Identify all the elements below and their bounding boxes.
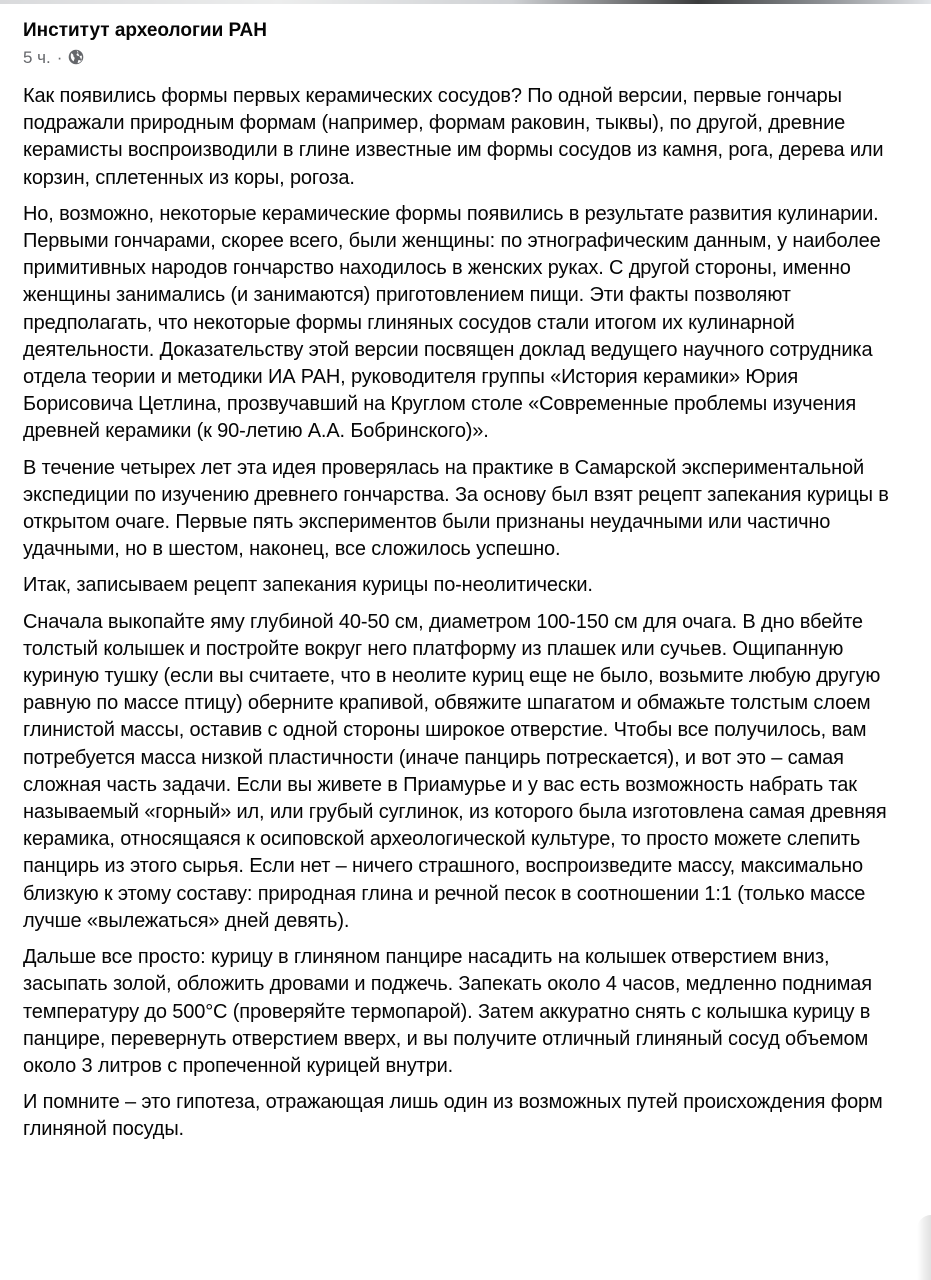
post-paragraph-5: Сначала выкопайте яму глубиной 40-50 см, диаметром 100-150 см для очага. В дно вбейте толстый колышек и постройте вокруг него платформу из плашек или сучьев. Ощипанную куриную тушку (если вы считаете, что в неолите куриц еще не было, возьмите любую другую равную по массе птицу) оберните крапивой, обвяжите шпагатом и обмажьте толстым слоем глинистой массы, оставив с одной стороны широкое отверстие. Чтобы все получилось, вам потребуется масса низкой пластичности (иначе панцирь потрескается), и вот это – самая сложная часть задачи. Если вы живете в Приамурье и у вас есть возможность набрать так называемый «горный» ил, или грубый суглинок, из которого была изготовлена самая древняя керамика, относящаяся к осиповской археологической культуре, то просто можете слепить панцирь из этого сырья. Если нет – ничего страшного, воспроизведите массу, максимально близкую к этому составу: природная глина и речной песок в соотношении 1:1 (только массе лучше «вылежаться» дней девять). bbox=[23, 610, 887, 932]
post-paragraph-2: Но, возможно, некоторые керамические формы появились в результате развития кулинарии. Первыми гончарами, скорее всего, были женщины: по этнографическим данным, у наиболее примитивных народов гончарство находилось в женских руках. С другой стороны, именно женщины занимались (и занимаются) приготовлением пищи. Эти факты позволяют предполагать, что некоторые формы глиняных сосудов стали итогом их кулинарной деятельности. Доказательству этой версии посвящен доклад ведущего научного сотрудника отдела теории и методики ИА РАН, руководителя группы «История керамики» Юрия Борисовича Цетлина, прозвучавший на Круглом столе «Современные проблемы изучения древней керамики (к 90-летию А.А. Бобринского)». bbox=[23, 202, 881, 443]
post-paragraph-6: Дальше все просто: курицу в глиняном панцире насадить на колышек отверстием вниз, засыпать золой, обложить дровами и поджечь. Запекать около 4 часов, медленно поднимая температуру до 500°С (проверяйте термопарой). Затем аккуратно снять с колышка курицу в панцире, перевернуть отверстием вверх, и вы получите отличный глиняный сосуд объемом около 3 литров с пропеченной курицей внутри. bbox=[23, 946, 872, 1077]
post-paragraph-3: В течение четырех лет эта идея проверялась на практике в Самарской экспериментальной экспедиции по изучению древнего гончарства. За основу был взят рецепт запекания курицы в открытом очаге. Первые пять экспериментов были признаны неудачными или частично удачными, но в шестом, наконец, все сложилось успешно. bbox=[23, 456, 889, 561]
facebook-post bbox=[23, 18, 913, 1144]
post-paragraph-4: Итак, записываем рецепт запекания курицы по-неолитически. bbox=[23, 574, 593, 597]
post-timestamp[interactable]: 5 ч. bbox=[23, 48, 51, 67]
post-paragraph-7: И помните – это гипотеза, отражающая лишь один из возможных путей происхождения форм глиняной посуды. bbox=[23, 1091, 883, 1141]
post-body bbox=[23, 83, 913, 1144]
meta-separator: · bbox=[56, 48, 63, 67]
post-meta bbox=[23, 47, 913, 69]
post-author-name[interactable]: Институт археологии РАН bbox=[23, 20, 267, 41]
post-paragraph-1: Как появились формы первых керамических сосудов? По одной версии, первые гончары подражали природным формам (например, формам раковин, тыквы), по другой, древние керамисты воспроизводили в глине известные им формы сосудов из камня, рога, дерева или корзин, сплетенных из коры, рогоза. bbox=[23, 85, 884, 189]
globe-icon[interactable] bbox=[68, 49, 84, 65]
right-edge-shadow bbox=[917, 1215, 931, 1280]
top-edge-strip bbox=[0, 0, 931, 4]
